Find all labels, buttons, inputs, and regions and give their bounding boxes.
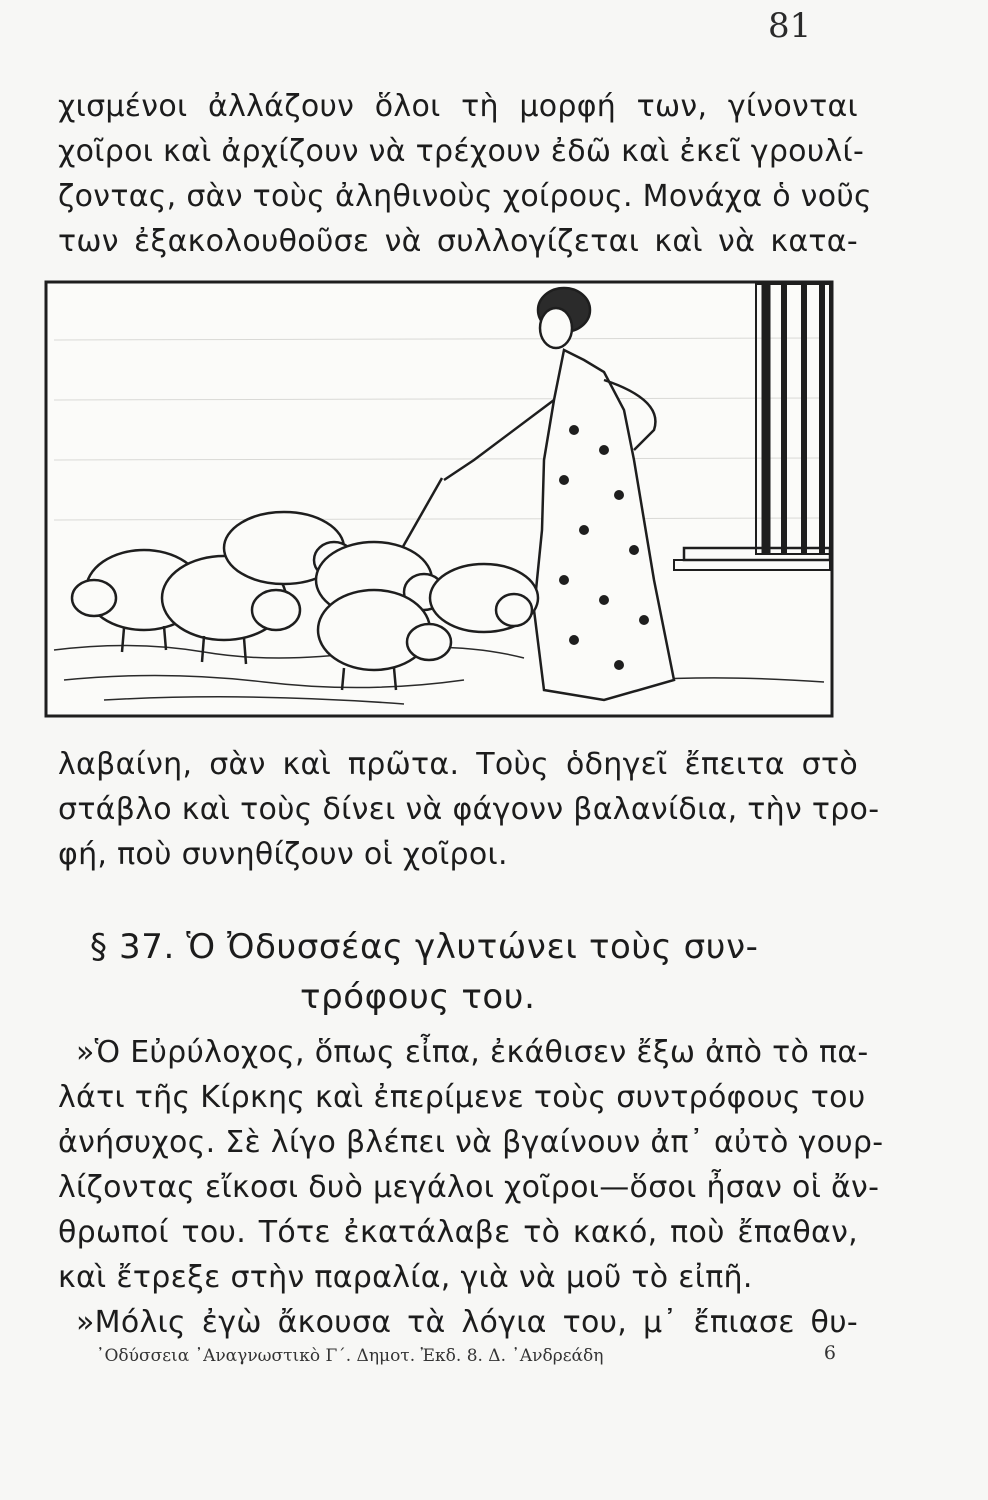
page-footer bbox=[96, 1342, 836, 1366]
text-line: λίζοντας εἴκοσι δυὸ μεγάλοι χοῖροι—ὅσοι ἦσαν οἱ ἄν- bbox=[58, 1170, 880, 1205]
text-line: καὶ ἔτρεξε στὴν παραλία, γιὰ νὰ μοῦ τὸ εἰπῆ. bbox=[58, 1260, 753, 1295]
paragraph-after-illustration bbox=[58, 742, 880, 877]
pig bbox=[430, 564, 538, 632]
text-line: χοῖροι καὶ ἀρχίζουν νὰ τρέχουν ἐδῶ καὶ ἐκεῖ γρουλί- bbox=[58, 134, 865, 169]
illustration-drawing bbox=[44, 280, 836, 720]
text-line: των ἐξακολουθοῦσε νὰ συλλογίζεται καὶ νὰ κατα- bbox=[58, 224, 858, 259]
text-line: »Μόλις ἐγὼ ἄκουσα τὰ λόγια του, μ᾿ ἔπιασε θυ- bbox=[76, 1305, 858, 1340]
section-heading bbox=[90, 922, 830, 1022]
page-number: 81 bbox=[768, 6, 812, 46]
text-line: »Ὁ Εὐρύλοχος, ὅπως εἶπα, ἐκάθισεν ἔξω ἀπὸ τὸ πα- bbox=[76, 1035, 869, 1070]
text-line: ζοντας, σὰν τοὺς ἀληθινοὺς χοίρους. Μονάχα ὁ νοῦς bbox=[58, 179, 872, 214]
text-line: ἀνήσυχος. Σὲ λίγο βλέπει νὰ βγαίνουν ἀπ᾿ αὐτὸ γουρ- bbox=[58, 1125, 884, 1160]
text-line: φή, ποὺ συνηθίζουν οἱ χοῖροι. bbox=[58, 837, 508, 872]
section-heading-line: τρόφους του. bbox=[300, 977, 536, 1017]
section-heading-line: § 37. Ὁ Ὀδυσσέας γλυτώνει τοὺς συν- bbox=[90, 927, 759, 967]
paragraph-top bbox=[58, 84, 872, 264]
paragraph-body bbox=[58, 1030, 884, 1345]
text-line: θρωποί του. Τότε ἐκατάλαβε τὸ κακό, ποὺ ἔπαθαν, bbox=[58, 1215, 858, 1250]
text-line: στάβλο καὶ τοὺς δίνει νὰ φάγονν βαλανίδια, τὴν τρο- bbox=[58, 792, 880, 827]
text-line: λαβαίνη, σὰν καὶ πρῶτα. Τοὺς ὁδηγεῖ ἔπειτα στὸ bbox=[58, 747, 858, 782]
footer-text: ᾿Οδύσσεια ᾿Αναγνωστικὸ Γ΄. Δημοτ. Ἐκδ. 8. Δ. ᾿Ανδρεάδη bbox=[96, 1346, 604, 1366]
text-line: λάτι τῆς Κίρκης καὶ ἐπερίμενε τοὺς συντρόφους του bbox=[58, 1080, 866, 1115]
text-line: χισμένοι ἀλλάζουν ὅλοι τὴ μορφή των, γίνονται bbox=[58, 89, 858, 124]
circe-with-swine-illustration bbox=[44, 280, 836, 720]
signature-mark: 6 bbox=[823, 1342, 836, 1364]
